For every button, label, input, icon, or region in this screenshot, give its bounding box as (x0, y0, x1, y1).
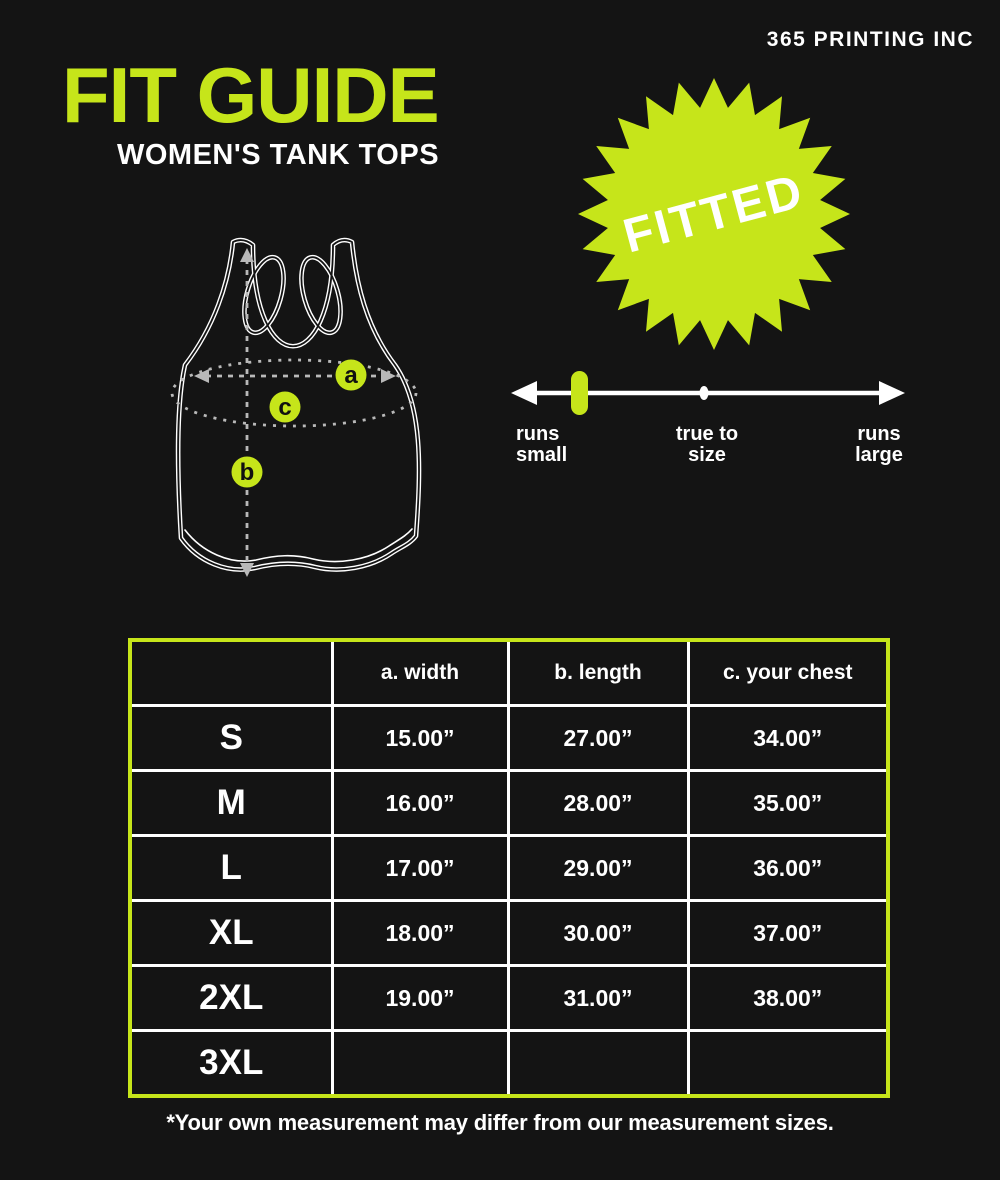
marker-b (232, 457, 263, 488)
value-cell: 17.00” (332, 836, 508, 901)
value-cell: 30.00” (508, 901, 688, 966)
fit-scale (508, 369, 908, 479)
value-cell (688, 1031, 888, 1097)
arrow-left-icon (511, 381, 537, 405)
table-header-row (130, 640, 888, 706)
size-cell: 3XL (130, 1031, 332, 1097)
marker-c (270, 392, 301, 423)
tank-top-diagram (140, 235, 440, 580)
value-cell: 28.00” (508, 771, 688, 836)
value-cell: 18.00” (332, 901, 508, 966)
value-cell: 27.00” (508, 706, 688, 771)
header-cell-empty (130, 640, 332, 706)
value-cell: 37.00” (688, 901, 888, 966)
table-row (130, 966, 888, 1031)
header-cell-length: b. length (508, 640, 688, 706)
badge-label: FITTED (618, 164, 810, 264)
page-title: FIT GUIDE (62, 51, 439, 139)
fitted-badge (578, 76, 850, 352)
scale-label-runs-large: runs large (855, 423, 903, 466)
fit-marker (571, 371, 588, 415)
value-cell: 19.00” (332, 966, 508, 1031)
table-row (130, 771, 888, 836)
header (62, 51, 440, 171)
page-subtitle: WOMEN'S TANK TOPS (117, 139, 440, 171)
table-row (130, 706, 888, 771)
header-cell-width: a. width (332, 640, 508, 706)
table-row (130, 1031, 888, 1097)
size-cell: M (130, 771, 332, 836)
svg-text:c: c (278, 394, 292, 421)
value-cell: 29.00” (508, 836, 688, 901)
header-cell-chest: c. your chest (688, 640, 888, 706)
arrow-right-icon (879, 381, 905, 405)
value-cell: 34.00” (688, 706, 888, 771)
size-chart-table (128, 638, 890, 1098)
brand-name: 365 PRINTING INC (766, 28, 974, 51)
value-cell: 16.00” (332, 771, 508, 836)
size-cell: 2XL (130, 966, 332, 1031)
size-cell: L (130, 836, 332, 901)
footnote: *Your own measurement may differ from our measurement sizes. (166, 1110, 834, 1135)
value-cell: 36.00” (688, 836, 888, 901)
scale-label-runs-small: runs small (516, 423, 568, 466)
value-cell (508, 1031, 688, 1097)
marker-a (336, 360, 367, 391)
value-cell (332, 1031, 508, 1097)
svg-text:a: a (344, 362, 358, 389)
table-row (130, 836, 888, 901)
value-cell: 15.00” (332, 706, 508, 771)
fit-scale-labels (508, 424, 908, 474)
true-to-size-dot (700, 386, 709, 400)
value-cell: 35.00” (688, 771, 888, 836)
table-row (130, 901, 888, 966)
size-cell: XL (130, 901, 332, 966)
size-cell: S (130, 706, 332, 771)
value-cell: 31.00” (508, 966, 688, 1031)
svg-text:b: b (239, 459, 255, 486)
value-cell: 38.00” (688, 966, 888, 1031)
scale-label-true-to-size: true to size (675, 423, 739, 466)
